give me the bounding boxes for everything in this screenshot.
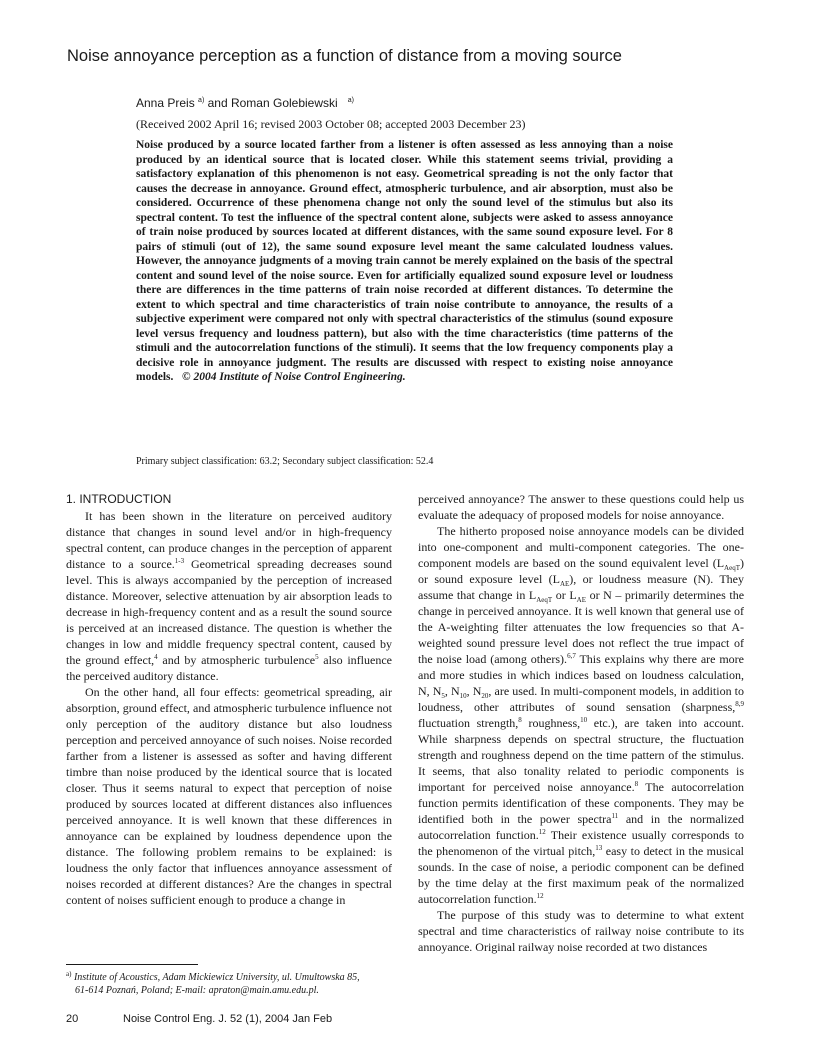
text-run: , N [444,684,460,698]
citation-ref: 4 [154,653,158,661]
citation-ref: 1-3 [174,557,185,565]
footnote-mark: a) [66,970,72,978]
text-run: and in the normalized autocorrelation function. [418,812,745,842]
intro-paragraph-4: The purpose of this study was to determine to what extent spectral and time characteristics of railway noise contribute to its annoyance. Original railway noise recorded at two distances [418,908,744,954]
subscript: 5 [441,692,445,700]
text-run: or L [552,588,577,602]
subscript: AeqT [536,596,553,604]
text-run: Their existence usually corresponds to the phenomenon of the virtual pitch, [418,828,744,858]
author-2-affiliation-mark: a) [347,97,354,104]
right-column [418,491,744,955]
text-run: fluctuation strength, [418,716,519,730]
footnote-line-2: 61-614 Poznań, Poland; E-mail: apraton@main.amu.edu.pl. [75,985,319,996]
text-run: Geometrical spreading decreases sound level. This is always accompanied by the perception of increased distance. Moreover, selective attenuation by air absorption leads to decrease in high-frequency content and as a result the sound source is perceived at an increased distance. The question is whether the changes in low and middle frequency spectral content, caused by the ground effect, [66,557,393,667]
text-run: ), or loudness measure (N). They assume that change in L [418,572,744,602]
citation-ref: 8 [634,780,639,788]
subscript: AE [576,596,586,604]
page-footer [66,1013,333,1025]
text-run: also influence the perceived auditory distance. [66,653,392,683]
abstract [136,138,673,385]
subscript: 20 [481,692,489,700]
text-run: The autocorrelation function permits identification of these components. They may be identified both in the power spectra [418,780,744,826]
subscript: 10 [459,692,467,700]
text-run: and by atmospheric turbulence [157,653,316,667]
citation-ref: 11 [611,812,619,820]
paper-title: Noise annoyance perception as a function of distance from a moving source [67,47,622,65]
citation-ref: 8 [518,716,522,724]
text-run: This explains why there are more and more studies in which indices based on loudness calculation, N, N [418,652,745,698]
subject-classification: Primary subject classification: 63.2; Secondary subject classification: 52.4 [136,456,434,467]
section-heading-introduction: 1. INTRODUCTION [66,492,172,506]
received-dates: (Received 2002 April 16; revised 2003 October 08; accepted 2003 December 23) [136,117,526,131]
subscript: AeqT [724,564,740,572]
footnote-line-1: Institute of Acoustics, Adam Mickiewicz University, ul. Umultowska 85, [73,972,360,983]
text-run: ) or sound exposure level (L [418,556,744,586]
abstract-body: Noise produced by a source located farther from a listener is often assessed as less annoying than a noise produced by an identical source that is located closer. While this statement seems trivial, providing a satisfactory explanation of this phenomenon is not easy. Geometrical spreading is not the only factor that causes the decrease in annoyance. Ground effect, atmospheric turbulence, and air absorption, must also be considered. Occurrence of these phenomena change not only the sound level of the stimulus but also its spectral content. To test the influence of the spectral content alone, subjects were asked to assess annoyance of train noise produced by sources located at different distances, with the same sound exposure level. For 8 pairs of stimuli (out of 12), the same sound exposure level meant the same calculated loudness values. However, the annoyance judgments of a moving train cannot be merely explained on the basis of the spectral content and sound level of the noise source. Even for artificially equalized sound exposure level or loudness there are differences in the time patterns of train noise recorded at different distances. To determine the extent to which spectral and time characteristics of train noise contribute to annoyance, the results of a subjective experiment were compared not only with spectral characteristics of the stimulus (sound exposure level versus frequency and loudness pattern), but also with the time characteristics (time patterns of the stimuli and the autocorrelation functions of the stimuli). It seems that the low frequency components play a decisive role in annoyance judgment. The results are discussed with respect to existing noise annoyance models. [136,139,673,383]
abstract-copyright: © 2004 Institute of Noise Control Engineering. [182,371,406,383]
journal-citation: Noise Control Eng. J. 52 (1), 2004 Jan Feb [123,1013,333,1025]
author-line [136,96,354,110]
intro-paragraph-2-continued: perceived annoyance? The answer to these questions could help us evaluate the adequacy of proposed models for noise annoyance. [418,492,744,522]
text-run: or N – primarily determines the change in perceived annoyance. It is well known that general use of the A-weighting filter attenuates the low frequencies so that A-weighted sound pressure level does not reflect the true impact of the noise load (among others). [418,588,745,666]
citation-ref: 10 [580,716,588,724]
intro-paragraph-1 [66,508,392,684]
text-run: , N [466,684,482,698]
text-run: roughness, [521,716,581,730]
affiliation-footnote [66,968,396,997]
text-run: etc.), are taken into account. While sharpness depends on spectral structure, the fluctuation strength and roughness depend on the time pattern of the stimulus. It seems, that also tonality related to periodic components is important for perceived noise annoyance. [418,716,744,794]
footnote-divider [66,964,198,965]
citation-ref: 13 [595,844,603,852]
citation-ref: 12 [538,828,546,836]
text-run: , are used. In multi-component models, in addition to loudness, other attributes of sound sensation (sharpness, [418,684,744,714]
author-2: and Roman Golebiewski [204,96,338,110]
text-run: The hitherto proposed noise annoyance models can be divided into one-component and multi-component categories. The one-component models are based on the sound equivalent level (L [418,524,744,570]
author-1: Anna Preis [136,96,195,110]
citation-ref: 5 [315,653,319,661]
left-column [66,491,392,908]
subscript: AE [559,580,570,588]
author-1-affiliation-mark: a) [198,97,205,104]
page-number: 20 [66,1013,79,1025]
text-run: easy to detect in the musical sounds. In the case of noise, a periodic component can be defined by the time delay at the first maximum peak of the normalized autocorrelation function. [418,844,745,906]
intro-paragraph-3 [418,523,744,907]
citation-ref: 12 [536,892,544,900]
text-run: It has been shown in the literature on perceived auditory distance that changes in sound level and/or in high-frequency spectral content, can produce changes in the perception of apparent distance to a source. [66,509,392,571]
citation-ref: 6,7 [567,652,576,660]
citation-ref: 8,9 [735,700,744,708]
intro-paragraph-2: On the other hand, all four effects: geometrical spreading, air absorption, ground effect, and atmospheric turbulence influence not only perception of the auditory distance but also loudness perception and perceived annoyance of such noises. Noise recorded farther from a listener is assessed as softer and having different timbre than noise produced by the identical source that is located closer. Thus it seems natural to expect that perception of noise produced by sources located at different distances also influences perceived annoyance. It is well known that these differences in annoyance can be explained by loudness dependence upon the distance. The following problem remains to be explained: is loudness the only factor that influences annoyance assessment of noises recorded at different distances? Are the changes in spectral content of noises sufficient enough to produce a change in [66,685,392,907]
